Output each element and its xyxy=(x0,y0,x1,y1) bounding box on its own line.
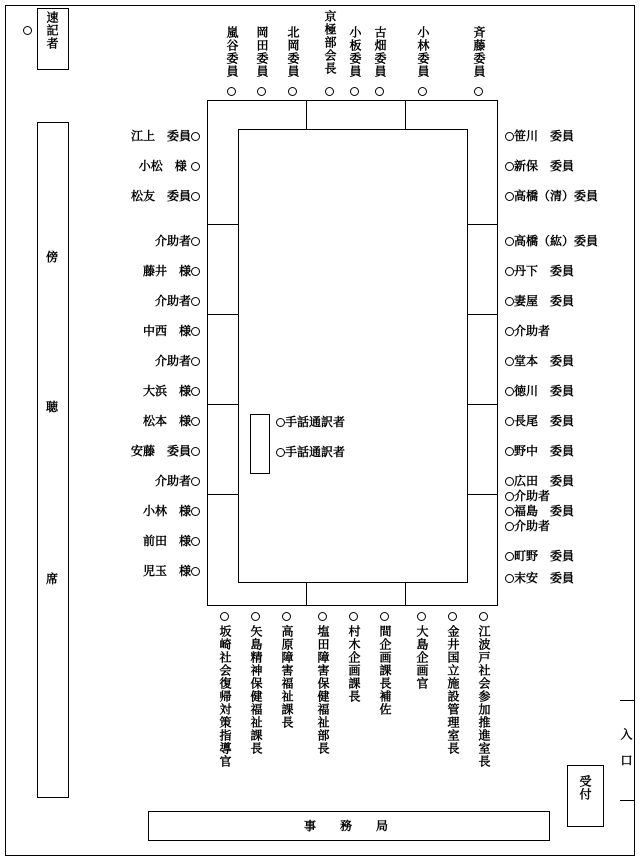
right-seat: 堂本 委員 xyxy=(505,354,574,368)
right-seat: 新保 委員 xyxy=(505,159,574,173)
right-seat: 福島 委員 xyxy=(505,504,574,518)
right-seat: 丹下 委員 xyxy=(505,264,574,278)
right-seat: 長尾 委員 xyxy=(505,414,574,428)
reception-label: 受付 xyxy=(578,775,592,801)
left-seat: 中西 様 xyxy=(60,324,200,338)
gallery-box xyxy=(37,122,69,798)
left-seat: 介助者 xyxy=(60,474,200,488)
left-seat: 児玉 様 xyxy=(60,564,200,578)
right-seat: 介助者 xyxy=(505,519,550,533)
right-seat: 介助者 xyxy=(505,324,550,338)
right-seat: 野中 委員 xyxy=(505,444,574,458)
interpreter-table xyxy=(250,414,270,474)
left-seat: 介助者 xyxy=(60,234,200,248)
right-seat: 高橋（清）委員 xyxy=(505,189,598,203)
right-seat: 町野 委員 xyxy=(505,549,574,563)
entrance-gap-top xyxy=(620,700,635,701)
stenographer-seat-icon xyxy=(23,26,32,35)
right-seat: 高橋（紘）委員 xyxy=(505,234,598,248)
left-seat: 藤井 様 xyxy=(60,264,200,278)
left-seat: 松友 委員 xyxy=(60,189,200,203)
left-seat: 小林 様 xyxy=(60,504,200,518)
interpreter-seat: 手話通訳者 xyxy=(276,415,345,429)
left-seat: 安藤 委員 xyxy=(60,444,200,458)
gallery-label-2: 聴 xyxy=(46,400,59,414)
table-inner xyxy=(238,129,468,583)
left-seat: 大浜 様 xyxy=(60,384,200,398)
right-seat: 広田 委員 xyxy=(505,474,574,488)
gallery-label-3: 席 xyxy=(46,572,59,586)
left-seat: 介助者 xyxy=(60,294,200,308)
left-seat: 介助者 xyxy=(60,354,200,368)
right-seat: 妻屋 委員 xyxy=(505,294,574,308)
left-seat: 小松 様 xyxy=(60,159,200,173)
right-seat: 介助者 xyxy=(505,489,550,503)
interpreter-seat: 手話通訳者 xyxy=(276,445,345,459)
secretariat-label: 事 務 局 xyxy=(303,819,394,833)
right-seat: 徳川 委員 xyxy=(505,384,574,398)
left-seat: 江上 委員 xyxy=(60,129,200,143)
left-seat: 松本 様 xyxy=(60,414,200,428)
left-seat: 前田 様 xyxy=(60,534,200,548)
gallery-label-1: 傍 xyxy=(46,250,59,264)
entrance-gap-bottom xyxy=(620,800,635,801)
right-seat: 末安 委員 xyxy=(505,571,574,585)
entrance-label: 入口 xyxy=(619,728,633,780)
right-seat: 笹川 委員 xyxy=(505,129,574,143)
stenographer-label: 速記者 xyxy=(45,11,59,50)
